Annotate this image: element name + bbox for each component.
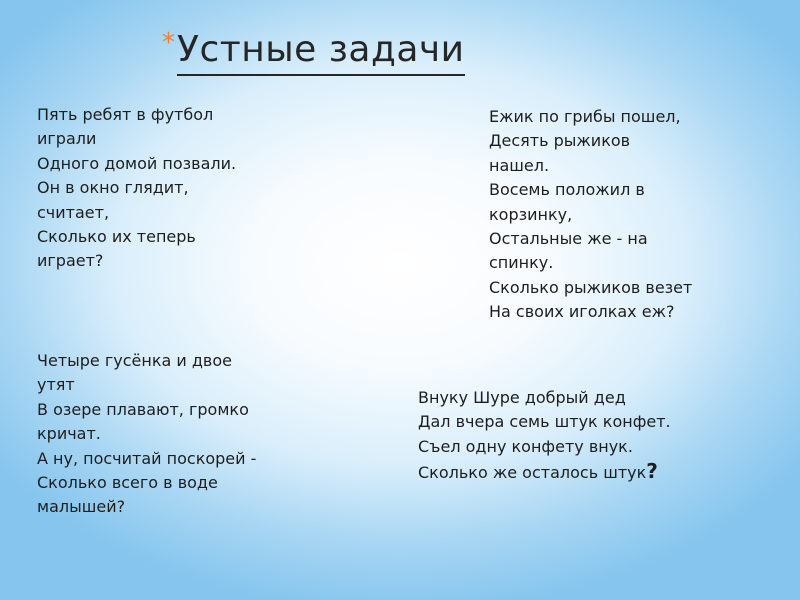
poem-line: считает,	[37, 202, 110, 222]
question-mark: ?	[646, 459, 658, 484]
poem-line: Остальные же - на	[489, 229, 648, 249]
poem-line-last	[418, 459, 671, 485]
poem-line: Восемь положил в	[489, 180, 645, 200]
poem-goslings	[37, 349, 256, 520]
poem-line: малышей?	[37, 497, 126, 517]
poem-line: Сколько всего в воде	[37, 473, 218, 493]
poem-line: Сколько рыжиков везет	[489, 277, 693, 297]
title-block	[162, 26, 465, 76]
poem-line: На своих иголках еж?	[489, 302, 675, 322]
poem-line: Десять рыжиков	[489, 131, 631, 151]
poem-line: Одного домой позвали.	[37, 153, 237, 173]
poem-line: Дал вчера семь штук конфет.	[418, 412, 671, 432]
poem-line: Ежик по грибы пошел,	[489, 107, 681, 126]
slide-title: Устные задачи	[177, 26, 465, 76]
poem-line: Съел одну конфету внук.	[418, 436, 633, 456]
poem-candies	[418, 386, 671, 486]
title-bullet-icon: *	[162, 28, 175, 58]
poem-line: Он в окно глядит,	[37, 178, 189, 198]
poem-line: играли	[37, 129, 97, 149]
poem-line: играет?	[37, 251, 104, 271]
poem-line: А ну, посчитай поскорей -	[37, 448, 257, 468]
poem-line: нашел.	[489, 155, 550, 175]
poem-line: кричат.	[37, 424, 101, 444]
poem-hedgehog	[489, 105, 692, 325]
poem-line: В озере плавают, громко	[37, 399, 249, 419]
poem-football	[37, 103, 236, 274]
poem-line: корзинку,	[489, 204, 573, 224]
poem-line: спинку.	[489, 253, 554, 273]
poem-line: утят	[37, 375, 75, 395]
poem-line-text: Сколько же осталось штук	[418, 463, 647, 483]
poem-line: Четыре гусёнка и двое	[37, 351, 232, 370]
poem-line: Внуку Шуре добрый дед	[418, 388, 626, 407]
poem-line: Пять ребят в футбол	[37, 105, 214, 124]
poem-line: Сколько их теперь	[37, 227, 196, 247]
